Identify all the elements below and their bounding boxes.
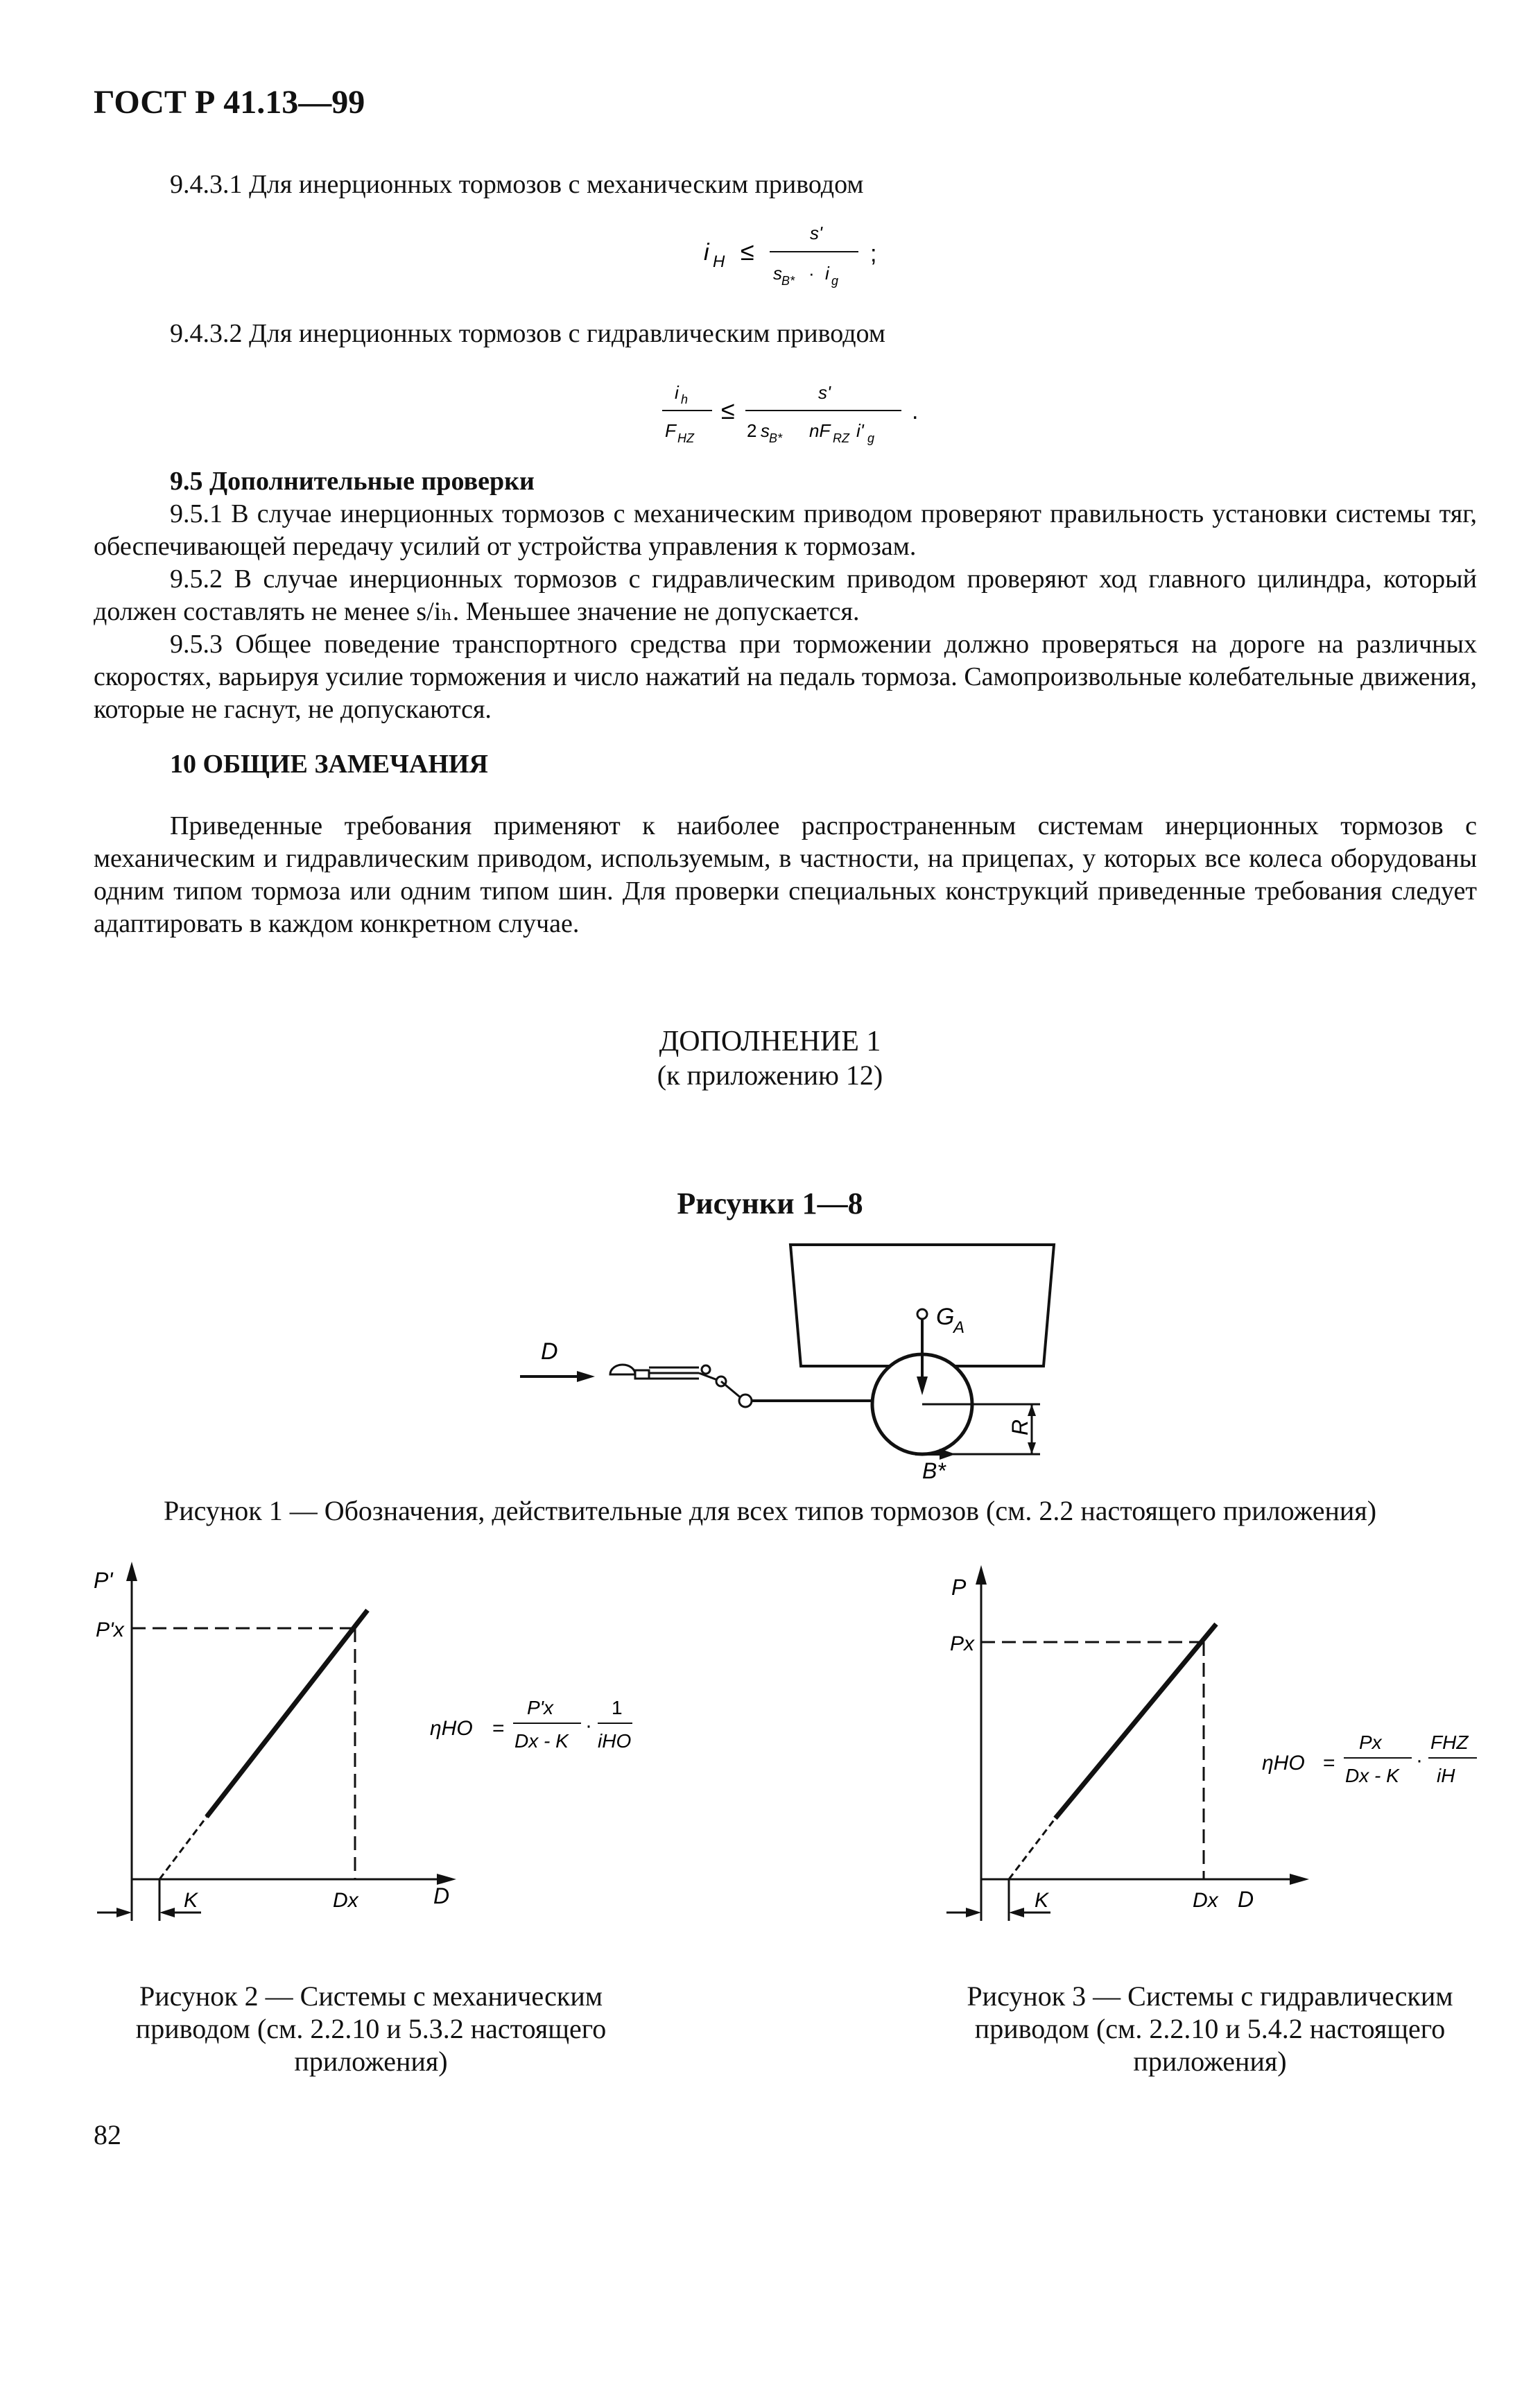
section-10-title: 10 ОБЩИЕ ЗАМЕЧАНИЯ [170,750,488,779]
page-number: 82 [94,2119,121,2150]
fig2-caption-line2: приводом (см. 2.2.10 и 5.3.2 настоящего [135,2013,607,2044]
section-9-5-title: 9.5 Дополнительные проверки [170,467,535,496]
formula-mechanical [680,212,901,295]
paragraph-9-5-2: 9.5.2 В случае инерционных тормозов с гидравлическим приводом проверяют ход главного цилиндра, который должен составлять не менее s/iₕ. Меньшее значение не допускается. [94,564,1477,626]
svg-text:g: g [831,274,839,288]
svg-text:H: H [713,252,725,271]
svg-text:B*: B* [781,274,795,288]
appendix-title: ДОПОЛНЕНИЕ 1 [659,1026,881,1058]
svg-text:nF: nF [809,420,831,441]
svg-text:h: h [681,392,689,406]
svg-text:·: · [585,1714,592,1737]
figure-2-caption [94,1980,648,2078]
svg-text:≤: ≤ [741,237,754,266]
paragraph-9-4-3-1: 9.4.3.1 Для инерционных тормозов с механическим приводом [170,170,864,199]
fig3-caption-line3: приложения) [1133,2046,1287,2077]
svg-text:2: 2 [747,420,757,441]
figure-1-caption: Рисунок 1 — Обозначения, действительные для всех типов тормозов (см. 2.2 настоящего приложения) [163,1495,1377,1526]
fig2-formula-num1: P'x [527,1697,554,1718]
fig2-formula-lhs: ηHO [430,1717,473,1740]
svg-text:g: g [867,431,875,445]
fig2-formula-num2: 1 [612,1697,623,1718]
svg-text:=: = [492,1717,505,1740]
fig2-caption-line3: приложения) [294,2046,448,2077]
fig2-y-tick: P'x [96,1619,124,1641]
paragraph-10: Приведенные требования применяют к наиболее распространенным системам инерционных тормозов с механическим и гидравлическим приводом, используемым, в частности, на прицепах, у которых все колеса оборудованы одним типом тормоза или одним типом шин. Для проверки специальных конструкций приведенные требования следует адаптировать в каждом конкретном случае. [94,811,1477,938]
svg-text:=: = [1323,1752,1335,1775]
document-header: ГОСТ Р 41.13—99 [94,84,365,121]
figure-1-diagram [506,1234,1102,1484]
fig3-d: D [1238,1887,1254,1912]
label-r: R [1007,1419,1032,1435]
fig3-caption-line1: Рисунок 3 — Системы с гидравлическим [967,1980,1453,2012]
fig2-y-label: P' [94,1568,113,1593]
figure-3-caption [933,1980,1487,2078]
fig2-d: D [433,1883,450,1908]
fig3-formula-den2: iH [1437,1765,1455,1786]
svg-text:i: i [704,239,709,266]
svg-text:s: s [773,263,782,284]
paragraph-9-4-3-2: 9.4.3.2 Для инерционных тормозов с гидравлическим приводом [170,319,885,348]
efficiency-line [207,1610,367,1817]
label-d: D [541,1338,558,1365]
svg-text:;: ; [870,241,877,267]
fig3-formula-den1: Dx - K [1345,1765,1399,1786]
svg-text:·: · [808,263,815,284]
fig3-formula-num2: FHZ [1430,1732,1469,1753]
svg-text:RZ: RZ [833,431,849,445]
fig3-caption-line2: приводом (см. 2.2.10 и 5.4.2 настоящего [974,2013,1446,2044]
fig3-y-label: P [951,1575,967,1600]
svg-text:s': s' [818,382,831,403]
label-b: B* [922,1458,946,1483]
svg-text:s': s' [810,223,822,243]
svg-text:i': i' [856,420,864,441]
fig3-y-tick: Px [950,1632,975,1655]
fig2-caption-line1: Рисунок 2 — Системы с механическим [139,1980,603,2012]
svg-text:B*: B* [769,431,783,445]
svg-text:i: i [825,263,829,284]
label-ga-sub: A [953,1318,965,1337]
fig3-formula-lhs: ηHO [1262,1752,1305,1775]
svg-text:·: · [1416,1749,1423,1772]
formula-hydraulic [628,368,946,458]
appendix-subtitle: (к приложению 12) [657,1060,883,1091]
svg-text:i: i [675,382,679,403]
svg-text:s: s [761,420,770,441]
figure-2-chart [83,1553,638,1942]
paragraph-9-5-1: 9.5.1 В случае инерционных тормозов с механическим приводом проверяют правильность установки системы тяг, обеспечивающей передачу усилий от устройства управления к тормозам. [94,499,1477,561]
paragraph-9-5-3: 9.5.3 Общее поведение транспортного средства при торможении должно проверяться на дороге на различных скоростях, варьируя усилие торможения и число нажатий на педаль тормоза. Самопроизвольные колебательные движения, которые не гаснут, не допускаются. [94,630,1477,724]
figure-3-chart [943,1560,1512,1949]
svg-text:.: . [912,398,919,424]
svg-text:HZ: HZ [677,431,694,445]
fig2-formula-den1: Dx - K [514,1730,569,1752]
figures-title: Рисунки 1—8 [677,1186,863,1220]
svg-text:F: F [665,420,676,441]
efficiency-line-hydraulic [1055,1624,1216,1818]
fig2-dx: Dx [333,1889,358,1912]
fig2-k: K [184,1889,198,1912]
fig3-dx: Dx [1193,1889,1218,1912]
fig2-formula-den2: iHO [598,1730,632,1752]
fig3-formula-num1: Px [1359,1732,1382,1753]
label-ga: G [936,1304,955,1330]
svg-text:≤: ≤ [721,396,735,424]
fig3-k: K [1035,1889,1049,1912]
